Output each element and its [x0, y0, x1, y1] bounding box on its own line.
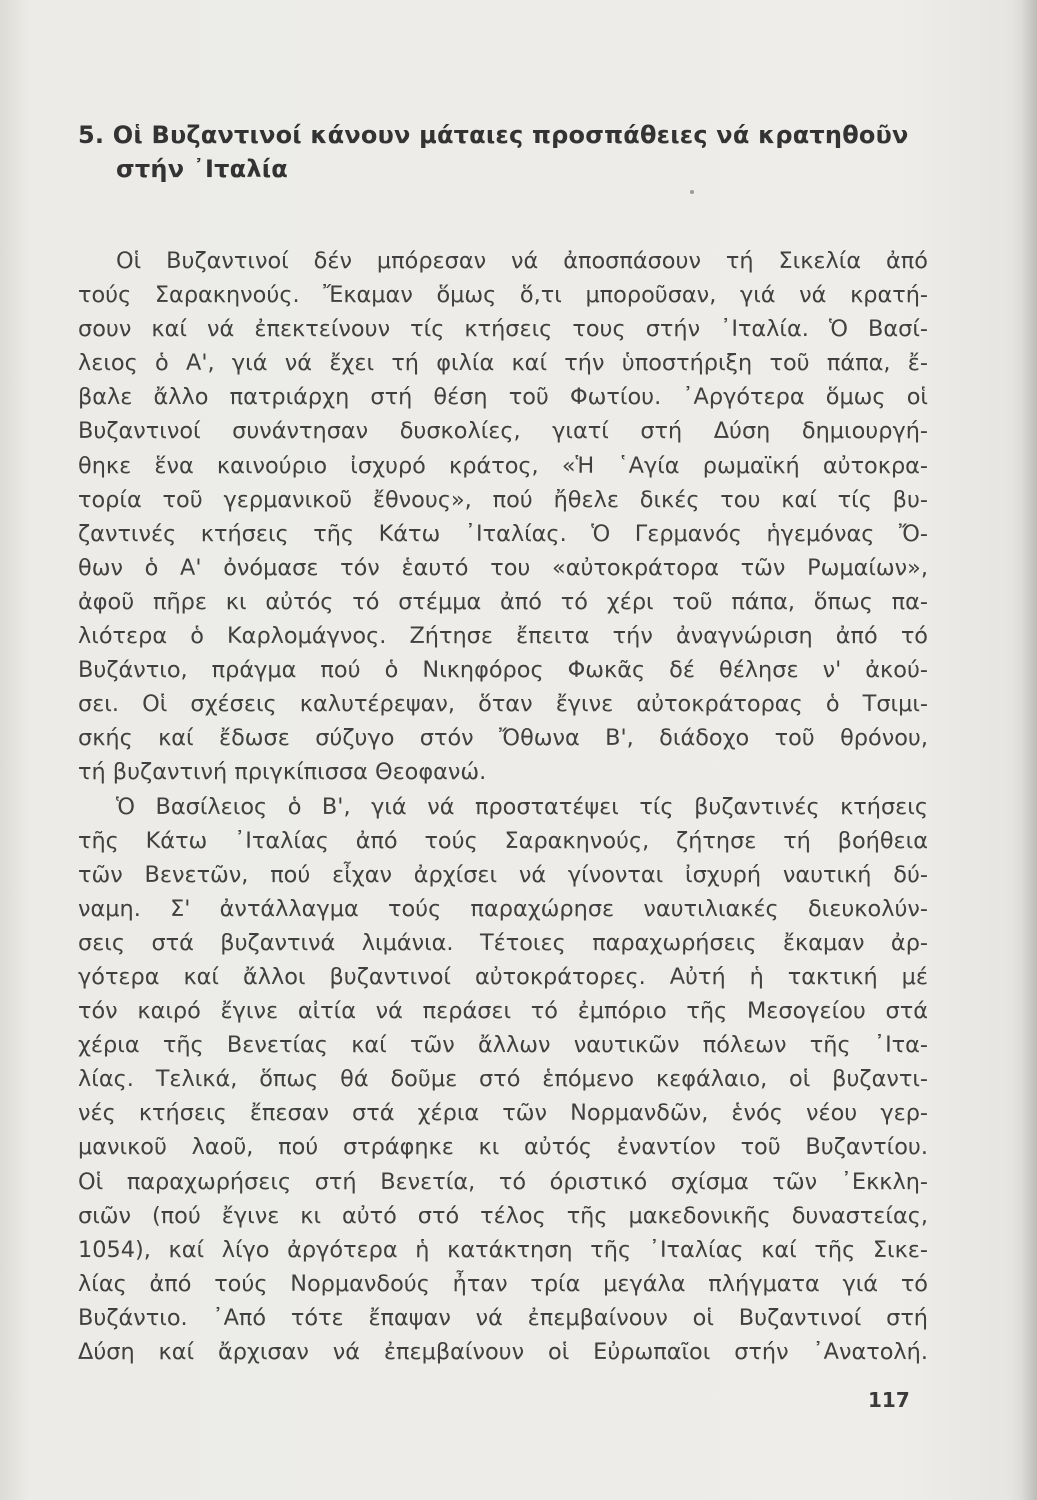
text-line: 1054), καί λίγο ἀργότερα ἡ κατάκτηση τῆς ᾿Ιταλίας καί τῆς Σικε-	[78, 1236, 928, 1263]
text-line: σουν καί νά ἐπεκτείνουν τίς κτήσεις τους στήν ᾿Ιταλία. Ὁ Βασί-	[78, 316, 928, 343]
text-line: λίας ἀπό τούς Νορμανδούς ἦταν τρία μεγάλα πλήγματα γιά τό	[78, 1270, 928, 1297]
text-line: νές κτήσεις ἔπεσαν στά χέρια τῶν Νορμανδῶν, ἑνός νέου γερ-	[78, 1100, 928, 1127]
text-line: Δύση καί ἄρχισαν νά ἐπεμβαίνουν οἱ Εὐρωπαῖοι στήν ᾿Ανατολή.	[78, 1339, 928, 1365]
text-line: Οἱ παραχωρήσεις στή Βενετία, τό όριστικό σχίσμα τῶν ᾿Εκκλη-	[78, 1168, 928, 1195]
text-line: λιότερα ὁ Καρλομάγνος. Ζήτησε ἔπειτα τήν ἀναγνώριση ἀπό τό	[78, 623, 928, 650]
text-line: ναμη. Σ' ἀντάλλαγμα τούς παραχώρησε ναυτιλιακές διευκολύν-	[78, 895, 928, 922]
text-line: μανικοῦ λαοῦ, πού στράφηκε κι αὐτός ἐναντίον τοῦ Βυζαντίου.	[78, 1134, 928, 1161]
section-heading-line-1: 5. Οἱ Βυζαντινοί κάνουν μάταιες προσπάθειες νά κρατηθοῦν	[78, 121, 909, 149]
text-line: σιῶν (πού ἔγινε κι αὐτό στό τέλος τῆς μακεδονικῆς δυναστείας,	[78, 1202, 928, 1229]
text-line: λειος ὁ Α', γιά νά ἔχει τή φιλία καί τήν ὑποστήριξη τοῦ πάπα, ἔ-	[78, 350, 928, 377]
text-line: Βυζάντιο. ᾿Από τότε ἔπαψαν νά ἐπεμβαίνουν οἱ Βυζαντινοί στή	[78, 1304, 928, 1331]
text-line: σει. Οἱ σχέσεις καλυτέρεψαν, ὅταν ἔγινε αὐτοκράτορας ὁ Τσιμι-	[78, 691, 928, 718]
section-heading	[78, 118, 938, 186]
page-number: 117	[868, 1388, 910, 1412]
text-line: τούς Σαρακηνούς. Ἔκαμαν ὅμως ὅ,τι μποροῦσαν, γιά νά κρατή-	[78, 282, 928, 309]
page-edge-shadow	[1023, 0, 1037, 1500]
text-line: γότερα καί ἄλλοι βυζαντινοί αὐτοκράτορες. Αὐτή ἡ τακτική μέ	[78, 963, 928, 990]
text-line: ζαντινές κτήσεις τῆς Κάτω ᾿Ιταλίας. Ὁ Γερμανός ἡγεμόνας Ὄ-	[78, 520, 928, 547]
text-line: σεις στά βυζαντινά λιμάνια. Τέτοιες παραχωρήσεις ἔκαμαν ἀρ-	[78, 929, 928, 956]
text-line: τόν καιρό ἔγινε αἰτία νά περάσει τό ἐμπόριο τῆς Μεσογείου στά	[78, 998, 928, 1025]
text-line: θηκε ἕνα καινούριο ἰσχυρό κράτος, «Ἡ ῾Αγία ρωμαϊκή αὐτοκρα-	[78, 452, 928, 479]
body-text	[78, 244, 928, 1369]
text-line: λίας. Τελικά, ὅπως θά δοῦμε στό ἑπόμενο κεφάλαιο, οἱ βυζαντι-	[78, 1066, 928, 1093]
paragraph-2	[78, 790, 928, 1370]
text-line: τορία τοῦ γερμανικοῦ ἔθνους», πού ἤθελε δικές του καί τίς βυ-	[78, 486, 928, 513]
text-line: τῆς Κάτω ᾿Ιταλίας ἀπό τούς Σαρακηνούς, ζήτησε τή βοήθεια	[78, 827, 928, 854]
text-line: θων ὁ Α' ὀνόμασε τόν ἑαυτό του «αὐτοκράτορα τῶν Ρωμαίων»,	[78, 554, 928, 581]
text-line: βαλε ἄλλο πατριάρχη στή θέση τοῦ Φωτίου. ᾿Αργότερα ὅμως οἱ	[78, 384, 928, 411]
print-speck	[690, 190, 694, 194]
text-line: χέρια τῆς Βενετίας καί τῶν ἄλλων ναυτικῶν πόλεων τῆς ᾿Ιτα-	[78, 1032, 928, 1059]
text-line: Οἱ Βυζαντινοί δέν μπόρεσαν νά ἀποσπάσουν τή Σικελία ἀπό	[116, 248, 928, 274]
section-heading-line-2: στήν ᾿Ιταλία	[116, 155, 288, 183]
paragraph-1	[78, 244, 928, 790]
text-line: Βυζάντιο, πράγμα πού ὁ Νικηφόρος Φωκᾶς δέ θέλησε ν' ἀκού-	[78, 657, 928, 684]
text-line: ἀφοῦ πῆρε κι αὐτός τό στέμμα ἀπό τό χέρι τοῦ πάπα, ὅπως πα-	[78, 588, 928, 615]
text-line: Βυζαντινοί συνάντησαν δυσκολίες, γιατί στή Δύση δημιουργή-	[78, 418, 928, 445]
text-line: σκής καί ἔδωσε σύζυγο στόν Ὄθωνα Β', διάδοχο τοῦ θρόνου,	[78, 725, 928, 752]
text-line: Ὁ Βασίλειος ὁ Β', γιά νά προστατέψει τίς βυζαντινές κτήσεις	[116, 793, 928, 820]
text-line: τή βυζαντινή πριγκίπισσα Θεοφανώ.	[78, 759, 487, 786]
text-line: τῶν Βενετῶν, πού εἶχαν ἀρχίσει νά γίνονται ἰσχυρή ναυτική δύ-	[78, 861, 928, 888]
